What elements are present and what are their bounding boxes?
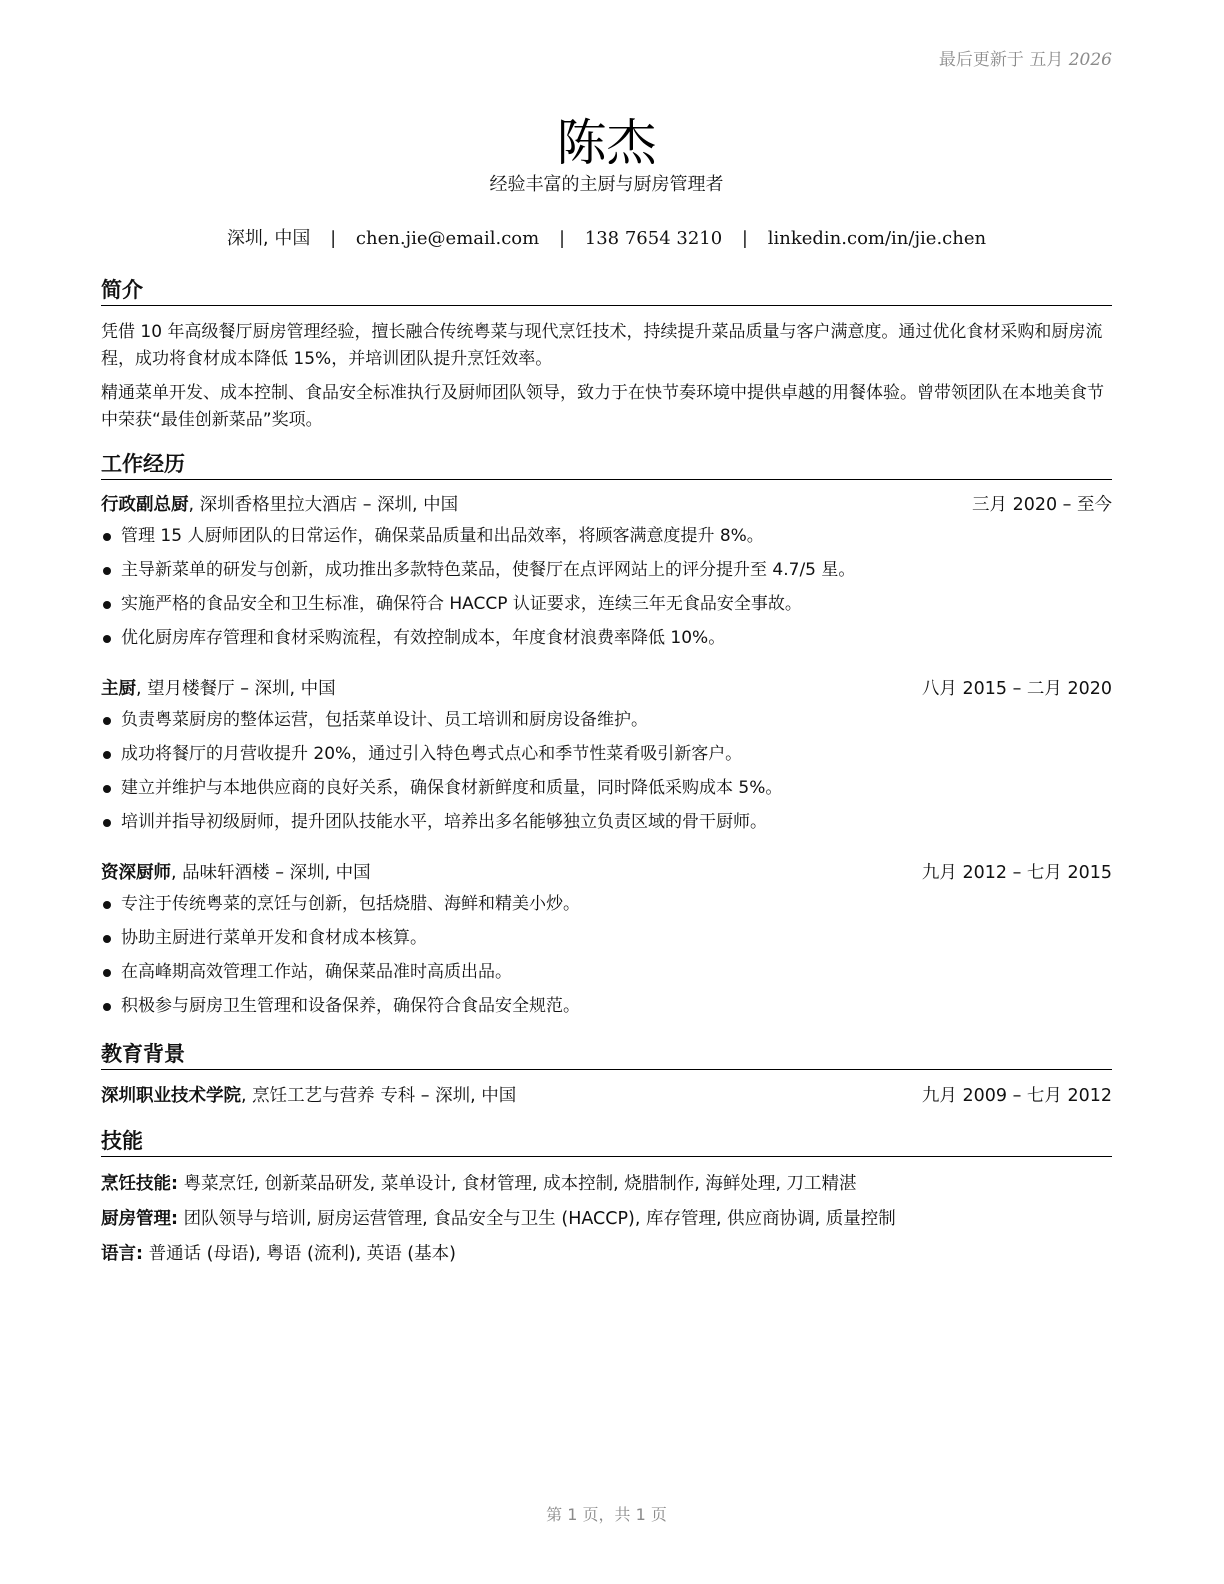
list-item: 实施严格的食品安全和卫生标准，确保符合 HACCP 认证要求，连续三年无食品安全事故。: [101, 587, 1112, 621]
job-dates: 九月 2012 – 七月 2015: [921, 863, 1112, 883]
list-item: 专注于传统粤菜的烹饪与创新，包括烧腊、海鲜和精美小炒。: [101, 887, 1112, 921]
job-dates: 八月 2015 – 二月 2020: [921, 679, 1112, 699]
job-bullets: [101, 887, 1112, 1023]
job-entry: [101, 675, 1112, 839]
skill-line-cooking: [101, 1167, 1112, 1202]
resume-page: [101, 0, 1112, 1584]
contact-email-link[interactable]: chen.jie@email.com: [355, 228, 540, 249]
list-item: 管理 15 人厨师团队的日常运作，确保菜品质量和出品效率，将顾客满意度提升 8%。: [101, 519, 1112, 553]
job-role: 资深厨师: [101, 863, 171, 883]
contact-phone: 138 7654 3210: [584, 228, 723, 249]
job-role: 行政副总厨: [101, 495, 189, 515]
job-dates: 三月 2020 – 至今: [972, 495, 1112, 515]
list-item: 优化厨房库存管理和食材采购流程，有效控制成本，年度食材浪费率降低 10%。: [101, 621, 1112, 655]
contact-line: [101, 224, 1112, 250]
summary-paragraph: 凭借 10 年高级餐厅厨房管理经验，擅长融合传统粤菜与现代烹饪技术，持续提升菜品质量与客户满意度。通过优化食材采购和厨房流程，成功将食材成本降低 15%，并培训团队提升烹饪效率。: [101, 322, 1103, 369]
education-entry: [101, 1082, 1112, 1110]
person-name: 陈杰: [556, 113, 657, 172]
skill-line-kitchen-management: [101, 1202, 1112, 1237]
list-item: 协助主厨进行菜单开发和食材成本核算。: [101, 921, 1112, 955]
contact-separator: |: [741, 228, 748, 249]
list-item: 负责粤菜厨房的整体运营，包括菜单设计、员工培训和厨房设备维护。: [101, 703, 1112, 737]
contact-separator: |: [330, 228, 337, 249]
job-title-org: [101, 675, 336, 703]
experience-section: [101, 454, 1112, 1023]
section-title-skills: 技能: [101, 1131, 1112, 1157]
list-item: 建立并维护与本地供应商的良好关系，确保食材新鲜度和质量，同时降低采购成本 5%。: [101, 771, 1112, 805]
job-entry: [101, 859, 1112, 1023]
skill-value: 团队领导与培训, 厨房运营管理, 食品安全与卫生 (HACCP), 库存管理, 供应商协调, 质量控制: [178, 1209, 896, 1229]
skill-value: 粤菜烹饪, 创新菜品研发, 菜单设计, 食材管理, 成本控制, 烧腊制作, 海鲜处理, 刀工精湛: [178, 1174, 857, 1194]
summary-section: [101, 280, 1112, 434]
last-updated: [939, 45, 1112, 70]
job-header: [101, 491, 1112, 519]
page-number-footer: 第 1 页，共 1 页: [546, 1505, 667, 1524]
list-item: 在高峰期高效管理工作站，确保菜品准时高质出品。: [101, 955, 1112, 989]
job-title-org: [101, 859, 371, 887]
skill-label: 烹饪技能:: [101, 1174, 178, 1194]
job-bullets: [101, 703, 1112, 839]
list-item: 培训并指导初级厨师，提升团队技能水平，培养出多名能够独立负责区域的骨干厨师。: [101, 805, 1112, 839]
last-updated-label: 最后更新于 五月: [938, 50, 1064, 70]
section-title-summary: 简介: [101, 280, 1112, 306]
skill-line-languages: [101, 1237, 1112, 1272]
job-title-org: [101, 491, 458, 519]
skill-label: 厨房管理:: [101, 1209, 178, 1229]
contact-separator: |: [558, 228, 566, 249]
last-updated-year: 2026: [1068, 50, 1112, 70]
job-org: , 深圳香格里拉大酒店 – 深圳, 中国: [188, 495, 459, 515]
education-detail: , 烹饪工艺与营养 专科 – 深圳, 中国: [241, 1086, 517, 1106]
skill-value: 普通话 (母语), 粤语 (流利), 英语 (基本): [143, 1244, 456, 1264]
skills-list: [101, 1167, 1112, 1272]
headline: 经验丰富的主厨与厨房管理者: [489, 174, 724, 195]
job-header: [101, 675, 1112, 703]
summary-paragraph: 精通菜单开发、成本控制、食品安全标准执行及厨师团队领导，致力于在快节奏环境中提供卓越的用餐体验。曾带领团队在本地美食节中荣获“最佳创新菜品”奖项。: [101, 383, 1104, 430]
education-school-detail: [101, 1082, 516, 1110]
list-item: 积极参与厨房卫生管理和设备保养，确保符合食品安全规范。: [101, 989, 1112, 1023]
education-section: [101, 1044, 1112, 1110]
contact-location: 深圳, 中国: [226, 228, 311, 249]
list-item: 主导新菜单的研发与创新，成功推出多款特色菜品，使餐厅在点评网站上的评分提升至 4.7/5 星。: [101, 553, 1112, 587]
job-bullets: [101, 519, 1112, 655]
job-org: , 望月楼餐厅 – 深圳, 中国: [136, 679, 336, 699]
job-role: 主厨: [101, 679, 136, 699]
job-header: [101, 859, 1112, 887]
education-school: 深圳职业技术学院: [101, 1086, 241, 1106]
job-entry: [101, 491, 1112, 655]
job-org: , 品味轩酒楼 – 深圳, 中国: [171, 863, 371, 883]
education-dates: 九月 2009 – 七月 2012: [921, 1086, 1112, 1106]
skill-label: 语言:: [101, 1244, 143, 1264]
section-title-experience: 工作经历: [101, 454, 1112, 480]
skills-section: [101, 1131, 1112, 1272]
contact-linkedin-link[interactable]: linkedin.com/in/jie.chen: [767, 228, 987, 249]
section-title-education: 教育背景: [101, 1044, 1112, 1070]
list-item: 成功将餐厅的月营收提升 20%，通过引入特色粤式点心和季节性菜肴吸引新客户。: [101, 737, 1112, 771]
